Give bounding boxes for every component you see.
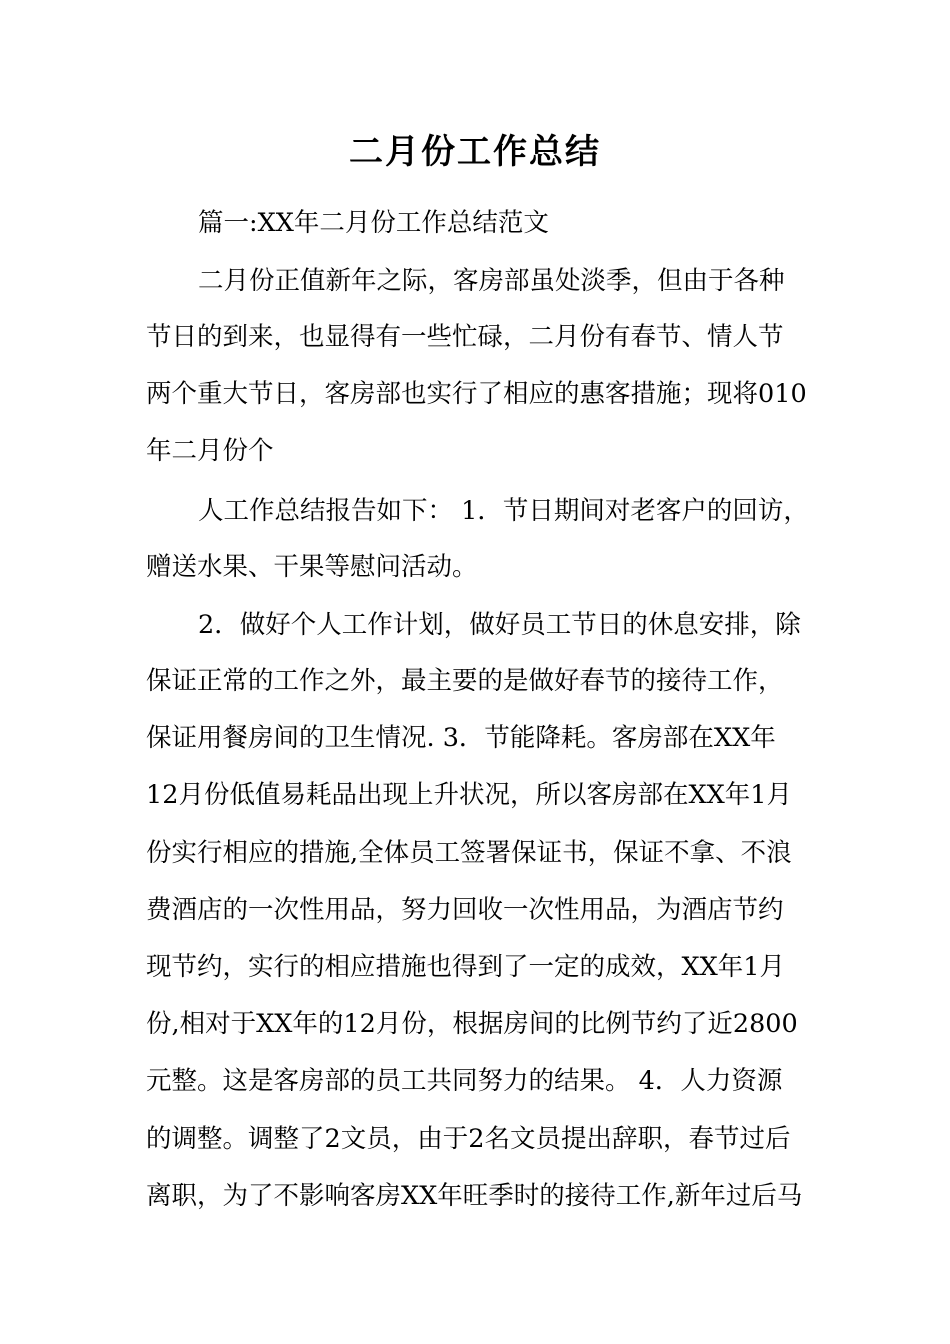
text-line: 12月份低值易耗品出现上升状况，所以客房部在XX年1月 bbox=[146, 780, 792, 810]
text-line: 2．做好个人工作计划，做好员工节日的休息安排，除 bbox=[198, 610, 801, 640]
text-line: 离职，为了不影响客房XX年旺季时的接待工作,新年过后马 bbox=[146, 1181, 803, 1211]
text-line: 节日的到来，也显得有一些忙碌，二月份有春节、情人节 bbox=[146, 322, 784, 352]
text-line: 赠送水果、干果等慰问活动。 bbox=[146, 552, 478, 582]
text-line: 人工作总结报告如下： 1．节日期间对老客户的回访， bbox=[198, 496, 809, 526]
text-line: 费酒店的一次性用品，努力回收一次性用品，为酒店节约 bbox=[146, 895, 784, 925]
text-line: 保证正常的工作之外，最主要的是做好春节的接待工作， bbox=[146, 666, 784, 696]
text-line: 元整。这是客房部的员工共同努力的结果。 4．人力资源 bbox=[146, 1066, 783, 1096]
document-title: 二月份工作总结 bbox=[349, 132, 601, 172]
text-line: 二月份正值新年之际，客房部虽处淡季，但由于各种 bbox=[198, 266, 785, 296]
text-line: 的调整。调整了2文员，由于2名文员提出辞职，春节过后 bbox=[146, 1124, 791, 1154]
text-line: 保证用餐房间的卫生情况. 3．节能降耗。客房部在XX年 bbox=[146, 723, 776, 753]
text-line: 现节约，实行的相应措施也得到了一定的成效，XX年1月 bbox=[146, 952, 786, 982]
text-line: 年二月份个 bbox=[146, 436, 274, 466]
subtitle-line: 篇一:XX年二月份工作总结范文 bbox=[198, 208, 549, 238]
text-line: 两个重大节日，客房部也实行了相应的惠客措施；现将010 bbox=[146, 379, 807, 409]
text-line: 份,相对于XX年的12月份，根据房间的比例节约了近2800 bbox=[146, 1009, 798, 1039]
text-line: 份实行相应的措施,全体员工签署保证书，保证不拿、不浪 bbox=[146, 838, 792, 868]
